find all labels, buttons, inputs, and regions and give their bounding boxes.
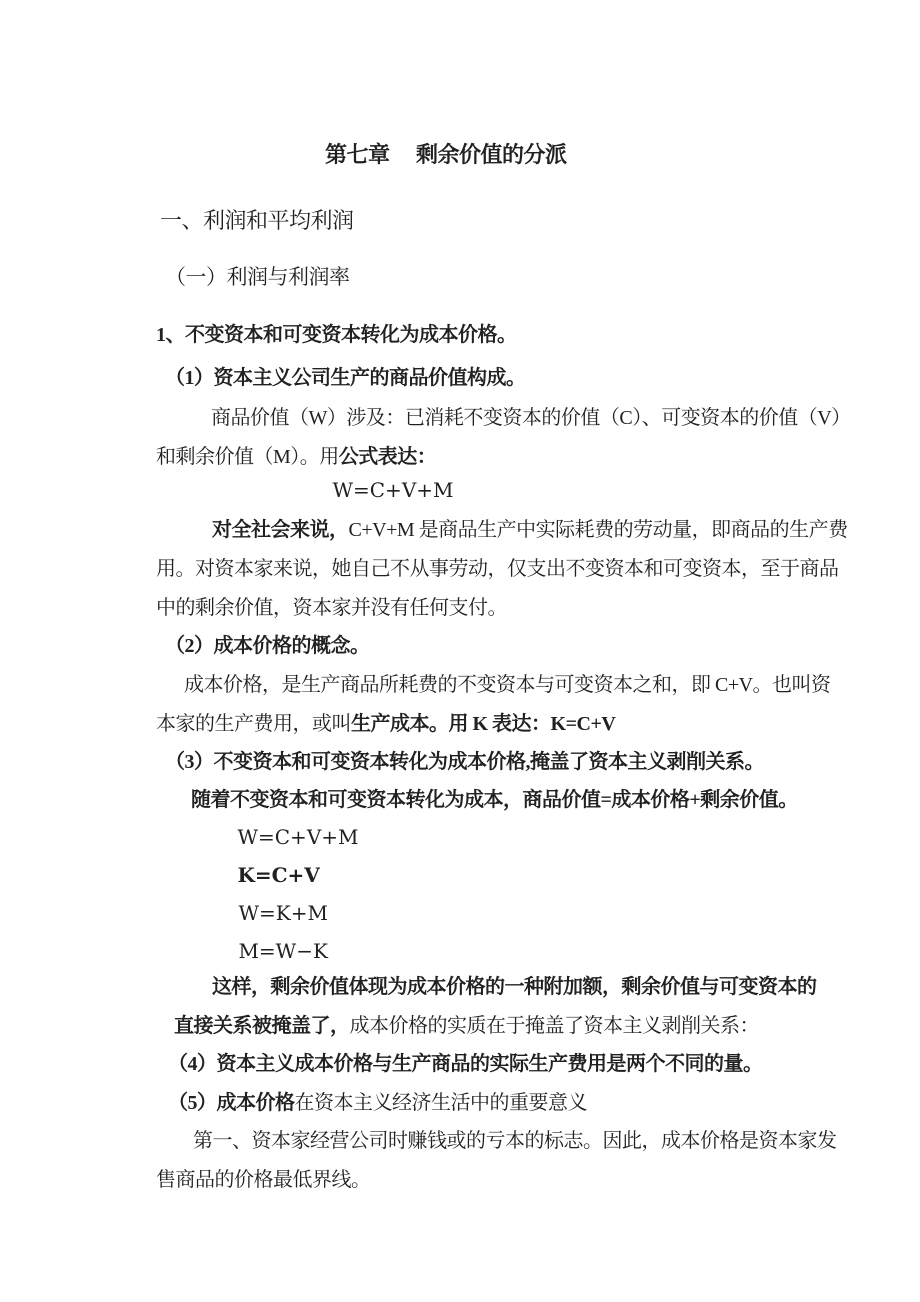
text-run-bold: （3）不变资本和可变资本转化为成本价格,掩盖了资本主义剥削关系。 xyxy=(165,751,764,773)
text-run: W=C+V+M xyxy=(332,478,454,502)
text-run: 用。对资本家来说，她自己不从事劳动，仅支出不变资本和可变资本，至于商品 xyxy=(156,558,839,580)
text-run: （一）利润与利润率 xyxy=(165,265,350,290)
text-run: 和剩余价值（M）。用 xyxy=(156,446,339,468)
text-run: 成本价格，是生产商品所耗费的不变资本与可变资本之和，即 C+V。也叫资 xyxy=(184,674,831,696)
text-run: W=C+V+M xyxy=(237,825,359,849)
text-run: 成本价格的实质在于掩盖了资本主义剥削关系： xyxy=(349,1015,759,1037)
text-run-bold: 随着不变资本和可变资本转化为成本，商品价值=成本价格+剩余价值。 xyxy=(191,789,798,811)
text-run-bold: 这样，剩余价值体现为成本价格的一种附加额，剩余价值与可变资本的 xyxy=(212,976,817,998)
text-run: 售商品的价格最低界线。 xyxy=(156,1169,371,1191)
text-run-bold: 1、不变资本和可变资本转化为成本价格。 xyxy=(156,324,517,346)
text-run-bold: （5）成本价格 xyxy=(168,1092,295,1114)
text-run-bold: 对全社会来说， xyxy=(212,519,349,541)
text-run-bold: （2）成本价格的概念。 xyxy=(165,635,370,657)
text-run: 在资本主义经济生活中的重要意义 xyxy=(294,1092,587,1114)
text-run-bold: 公式表达： xyxy=(338,446,437,468)
text-run: 中的剩余价值，资本家并没有任何支付。 xyxy=(156,597,507,619)
text-run: W=K+M xyxy=(238,901,328,925)
text-run: 第一、资本家经营公司时赚钱或的亏本的标志。因此，成本价格是资本家发 xyxy=(193,1130,837,1152)
text-run: 本家的生产费用，或叫 xyxy=(156,713,351,735)
text-run-bold: 直接关系被掩盖了， xyxy=(174,1015,350,1037)
text-run: 第七章 剩余价值的分派 xyxy=(325,142,567,168)
doc-title xyxy=(305,117,567,193)
text-run-bold: 生产成本。用 K 表达：K=C+V xyxy=(351,713,616,735)
text-run: C+V+M 是商品生产中实际耗费的劳动量，即商品的生产费 xyxy=(348,519,848,541)
para-line xyxy=(138,1146,371,1215)
text-run: 一、利润和平均利润 xyxy=(160,208,354,234)
text-run-bold: K=C+V xyxy=(237,863,320,887)
text-run: M=W−K xyxy=(238,939,328,963)
text-run-bold: （1）资本主义公司生产的商品价值构成。 xyxy=(165,367,526,389)
text-run: 商品价值（W）涉及：已消耗不变资本的价值（C）、可变资本的价值（V） xyxy=(211,407,851,429)
text-run-bold: （4）资本主义成本价格与生产商品的实际生产费用是两个不同的量。 xyxy=(168,1053,763,1075)
